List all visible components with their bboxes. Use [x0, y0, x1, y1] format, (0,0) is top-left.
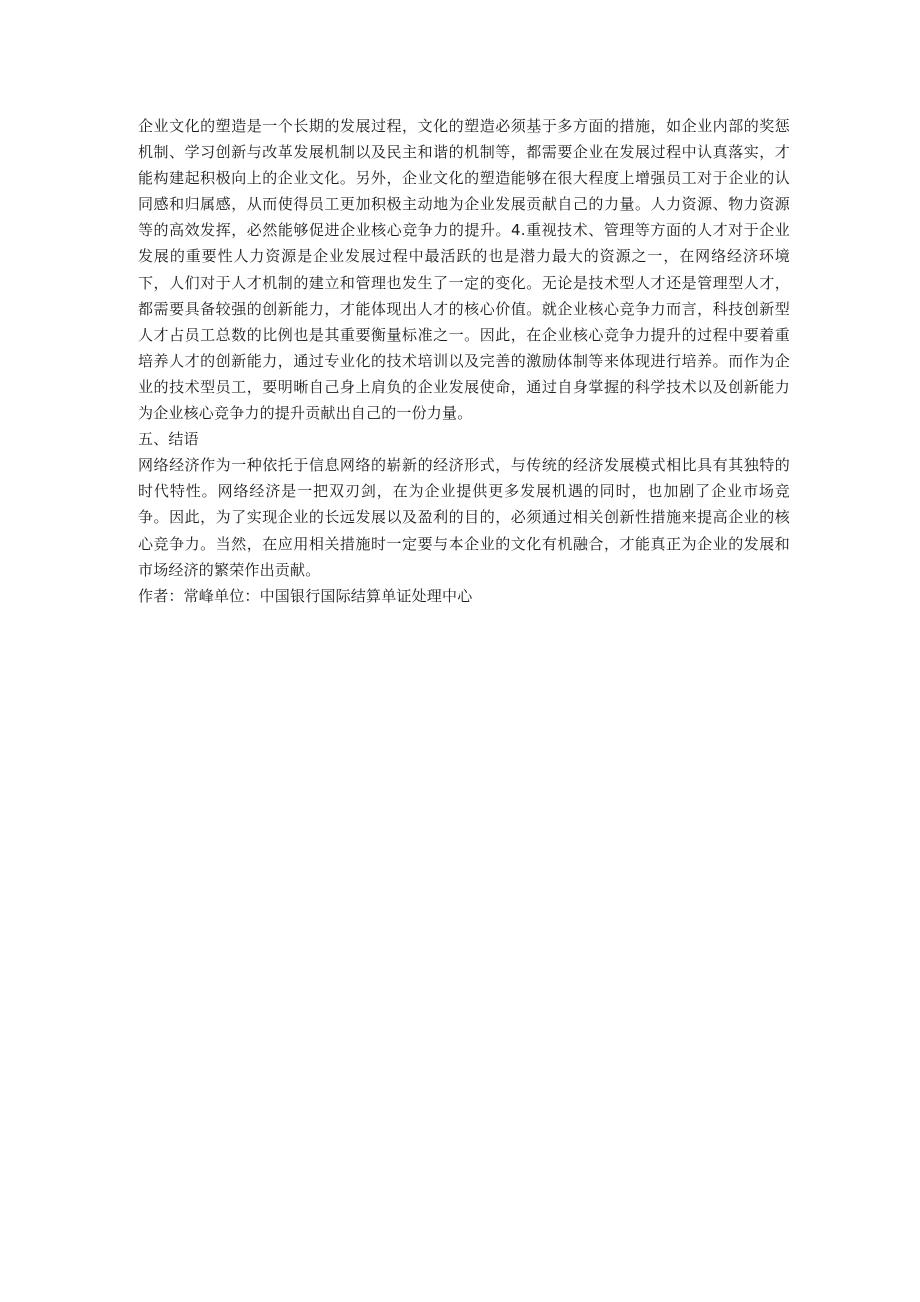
body-paragraph-2: 网络经济作为一种依托于信息网络的崭新的经济形式，与传统的经济发展模式相比具有其独特的时代特性。网络经济是一把双刃剑，在为企业提供更多发展机遇的同时，也加剧了企业市场竞争。因此，为了实现企业的长远发展以及盈利的目的，必须通过相关创新性措施来提高企业的核心竞争力。当然，在应用相关措施时一定要与本企业的文化有机融合，才能真正为企业的发展和市场经济的繁荣作出贡献。	[138, 456, 790, 579]
section-heading-conclusion: 五、结语	[138, 430, 199, 449]
author-affiliation-line: 作者：常峰单位：中国银行国际结算单证处理中心	[138, 586, 473, 605]
body-paragraph-1: 企业文化的塑造是一个长期的发展过程，文化的塑造必须基于多方面的措施，如企业内部的奖惩机制、学习创新与改革发展机制以及民主和谐的机制等，都需要企业在发展过程中认真落实，才能构建起积极向上的企业文化。另外，企业文化的塑造能够在很大程度上增强员工对于企业的认同感和归属感，从而使得员工更加积极主动地为企业发展贡献自己的力量。人力资源、物力资源等的高效发挥，必然能够促进企业核心竞争力的提升。4.重视技术、管理等方面的人才对于企业发展的重要性人力资源是企业发展过程中最活跃的也是潜力最大的资源之一，在网络经济环境下，人们对于人才机制的建立和管理也发生了一定的变化。无论是技术型人才还是管理型人才，都需要具备较强的创新能力，才能体现出人才的核心价值。就企业核心竞争力而言，科技创新型人才占员工总数的比例也是其重要衡量标准之一。因此，在企业核心竞争力提升的过程中要着重培养人才的创新能力，通过专业化的技术培训以及完善的激励体制等来体现进行培养。而作为企业的技术型员工，要明晰自己身上肩负的企业发展使命，通过自身掌握的科学技术以及创新能力为企业核心竞争力的提升贡献出自己的一份力量。	[138, 117, 790, 423]
document-body	[138, 113, 790, 609]
